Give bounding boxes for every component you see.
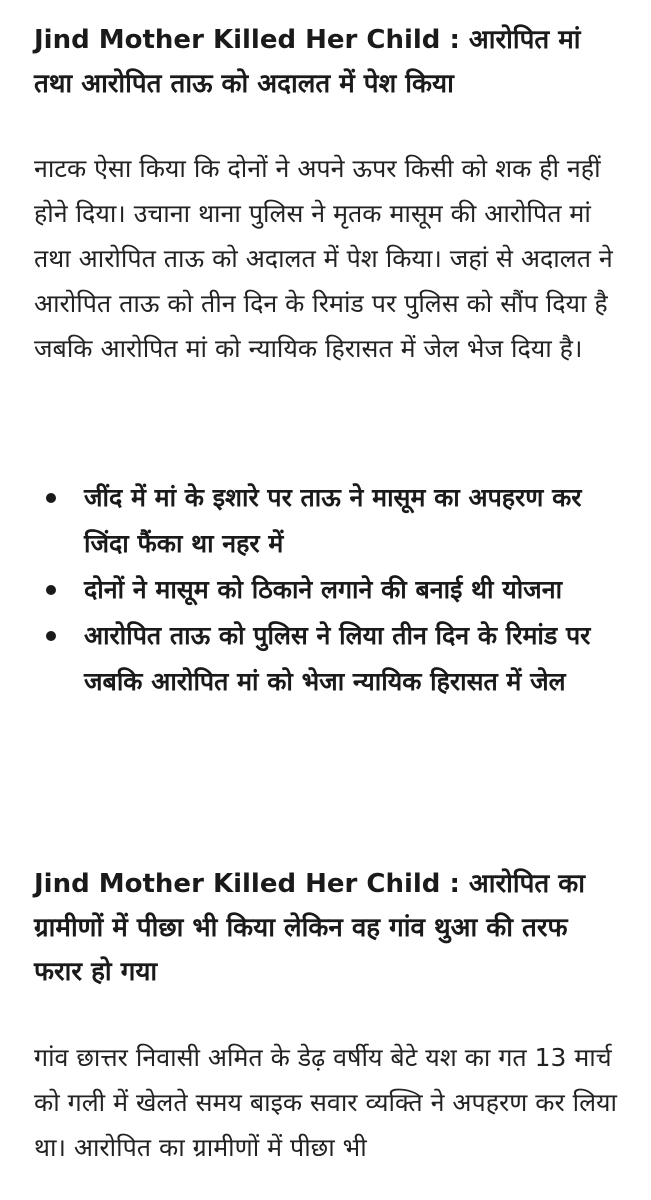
section-heading: Jind Mother Killed Her Child : आरोपित मां तथा आरोपित ताऊ को अदालत में पेश किया [34,25,581,99]
list-item [34,475,621,567]
list-item-text: दोनों ने मासूम को ठिकाने लगाने की बनाई थी योजना [84,575,563,604]
list-item-text: आरोपित ताऊ को पुलिस ने लिया तीन दिन के रिमांड पर जबकि आरोपित मां को भेजा न्यायिक हिरासत में जेल [84,621,591,696]
list-item [34,567,621,613]
bullet-dot [46,493,56,503]
list-item [34,613,621,705]
section-heading: Jind Mother Killed Her Child : आरोपित का ग्रामीणों में पीछा भी किया लेकिन वह गांव थुआ की तरफ फरार हो गया [34,869,585,987]
bullet-dot [46,585,56,595]
highlights-list [34,475,621,705]
list-item-text: जींद में मां के इशारे पर ताऊ ने मासूम का अपहरण कर जिंदा फैंका था नहर में [84,483,582,558]
bullet-dot [46,631,56,641]
article-paragraph: नाटक ऐसा किया कि दोनों ने अपने ऊपर किसी को शक ही नहीं होने दिया। उचाना थाना पुलिस ने मृतक मासूम की आरोपित मां तथा आरोपित ताऊ को अदालत में पेश किया। जहां से अदालत ने आरोपित ताऊ को तीन दिन के रिमांड पर पुलिस को सौंप दिया है जबकि आरोपित मां को न्यायिक हिरासत में जेल भेज दिया है। [34,154,613,363]
article-paragraph: गांव छात्तर निवासी अमित के डेढ़ वर्षीय बेटे यश का गत 13 मार्च को गली में खेलते समय बाइक सवार व्यक्ति ने अपहरण कर लिया था। आरोपित का ग्रामीणों में पीछा भी [34,1043,618,1162]
